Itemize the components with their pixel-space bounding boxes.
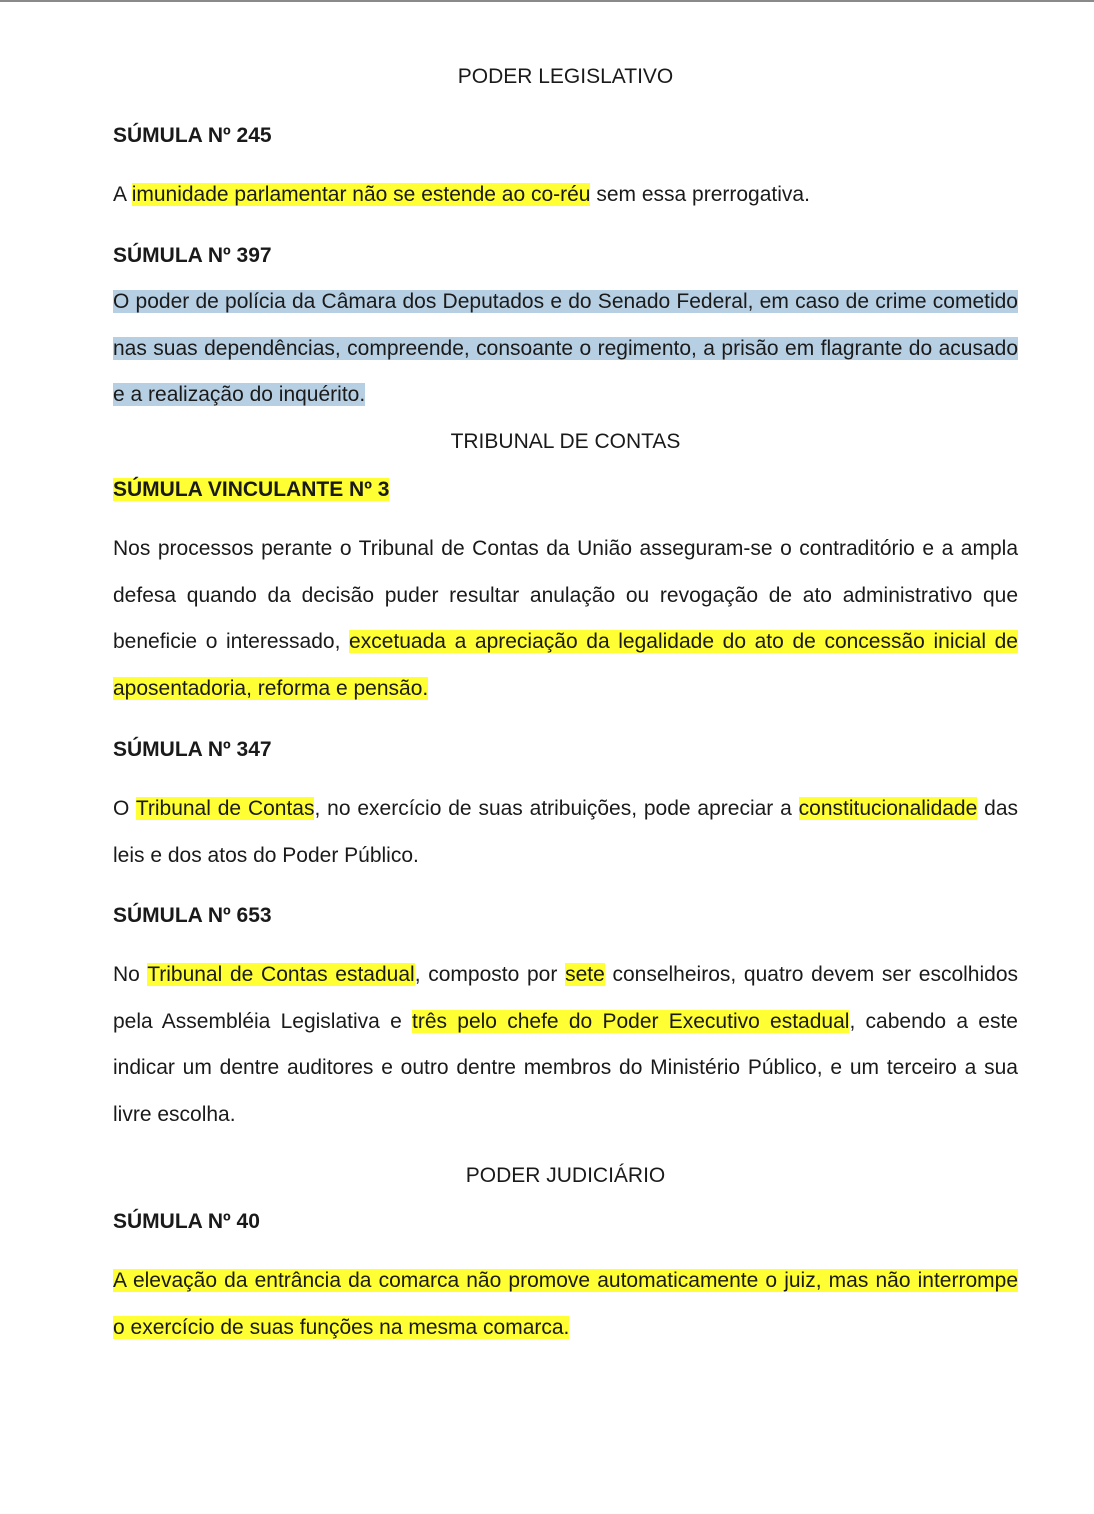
highlight-blue: O poder de polícia da Câmara dos Deputados e do Senado Federal, em caso de crime cometido nas suas dependências, compreende, consoante o regimento, a prisão em flagrante do acusado e a realização do inquérito. — [113, 290, 1018, 406]
text-run: O — [113, 797, 136, 820]
text-run: conselheiros, quatro devem ser escolhidos pela Assembléia Legislativa e — [113, 963, 1019, 1033]
highlight-yellow: Tribunal de Contas estadual — [147, 963, 415, 986]
sumula-347-title: SÚMULA Nº 347 — [113, 738, 272, 761]
highlight-yellow: sete — [565, 963, 605, 986]
sumula-vinculante-3-title — [113, 476, 1018, 504]
highlight-yellow: Tribunal de Contas — [135, 797, 315, 820]
text-run: , cabendo a este indicar um dentre auditores e outro dentre membros do Ministério Público, e um terceiro a sua livre escolha. — [113, 1009, 1018, 1126]
section-heading-tribunal-de-contas: TRIBUNAL DE CONTAS — [450, 430, 681, 453]
highlight-yellow: três pelo chefe do Poder Executivo estadual — [412, 1009, 850, 1033]
highlight-yellow: imunidade parlamentar não se estende ao co-réu — [131, 183, 591, 206]
sumula-347-text — [113, 786, 1018, 879]
sumula-397-title: SÚMULA Nº 397 — [113, 244, 272, 267]
top-border-line — [0, 0, 1094, 2]
section-heading-poder-legislativo: PODER LEGISLATIVO — [457, 65, 674, 88]
highlight-yellow: A elevação da entrância da comarca não promove automaticamente o juiz, mas não interrompe o exercício de suas funções na mesma comarca. — [113, 1269, 1018, 1339]
sumula-245-text — [113, 172, 1018, 219]
sumula-40-text — [113, 1258, 1018, 1351]
text-run: sem essa prerrogativa. — [590, 183, 810, 206]
sumula-40-title: SÚMULA Nº 40 — [113, 1210, 260, 1233]
text-run: Nos processos perante o Tribunal de Contas da União asseguram-se o contraditório e a ampla defesa quando da decisão puder resultar anulação ou revogação de ato administrativo que beneficie o interessado, — [113, 537, 1018, 653]
section-heading-poder-judiciario: PODER JUDICIÁRIO — [465, 1164, 666, 1187]
sumula-653-title: SÚMULA Nº 653 — [113, 904, 272, 927]
text-run: No — [113, 963, 148, 986]
text-run: das leis e dos atos do Poder Público. — [113, 797, 1018, 867]
sumula-245-title: SÚMULA Nº 245 — [113, 124, 272, 147]
sumula-vinculante-3-text — [113, 526, 1018, 712]
sumula-653-text — [113, 952, 1018, 1138]
sumula-397-text — [113, 279, 1018, 419]
highlight-yellow: SÚMULA VINCULANTE Nº 3 — [113, 478, 390, 501]
text-run: , no exercício de suas atribuições, pode apreciar a — [314, 797, 799, 820]
text-run: A — [113, 183, 132, 206]
highlight-yellow: constitucionalidade — [798, 797, 978, 820]
text-run: , composto por — [414, 963, 566, 986]
highlight-yellow: excetuada a apreciação da legalidade do ato de concessão inicial de aposentadoria, reforma e pensão. — [113, 630, 1018, 700]
